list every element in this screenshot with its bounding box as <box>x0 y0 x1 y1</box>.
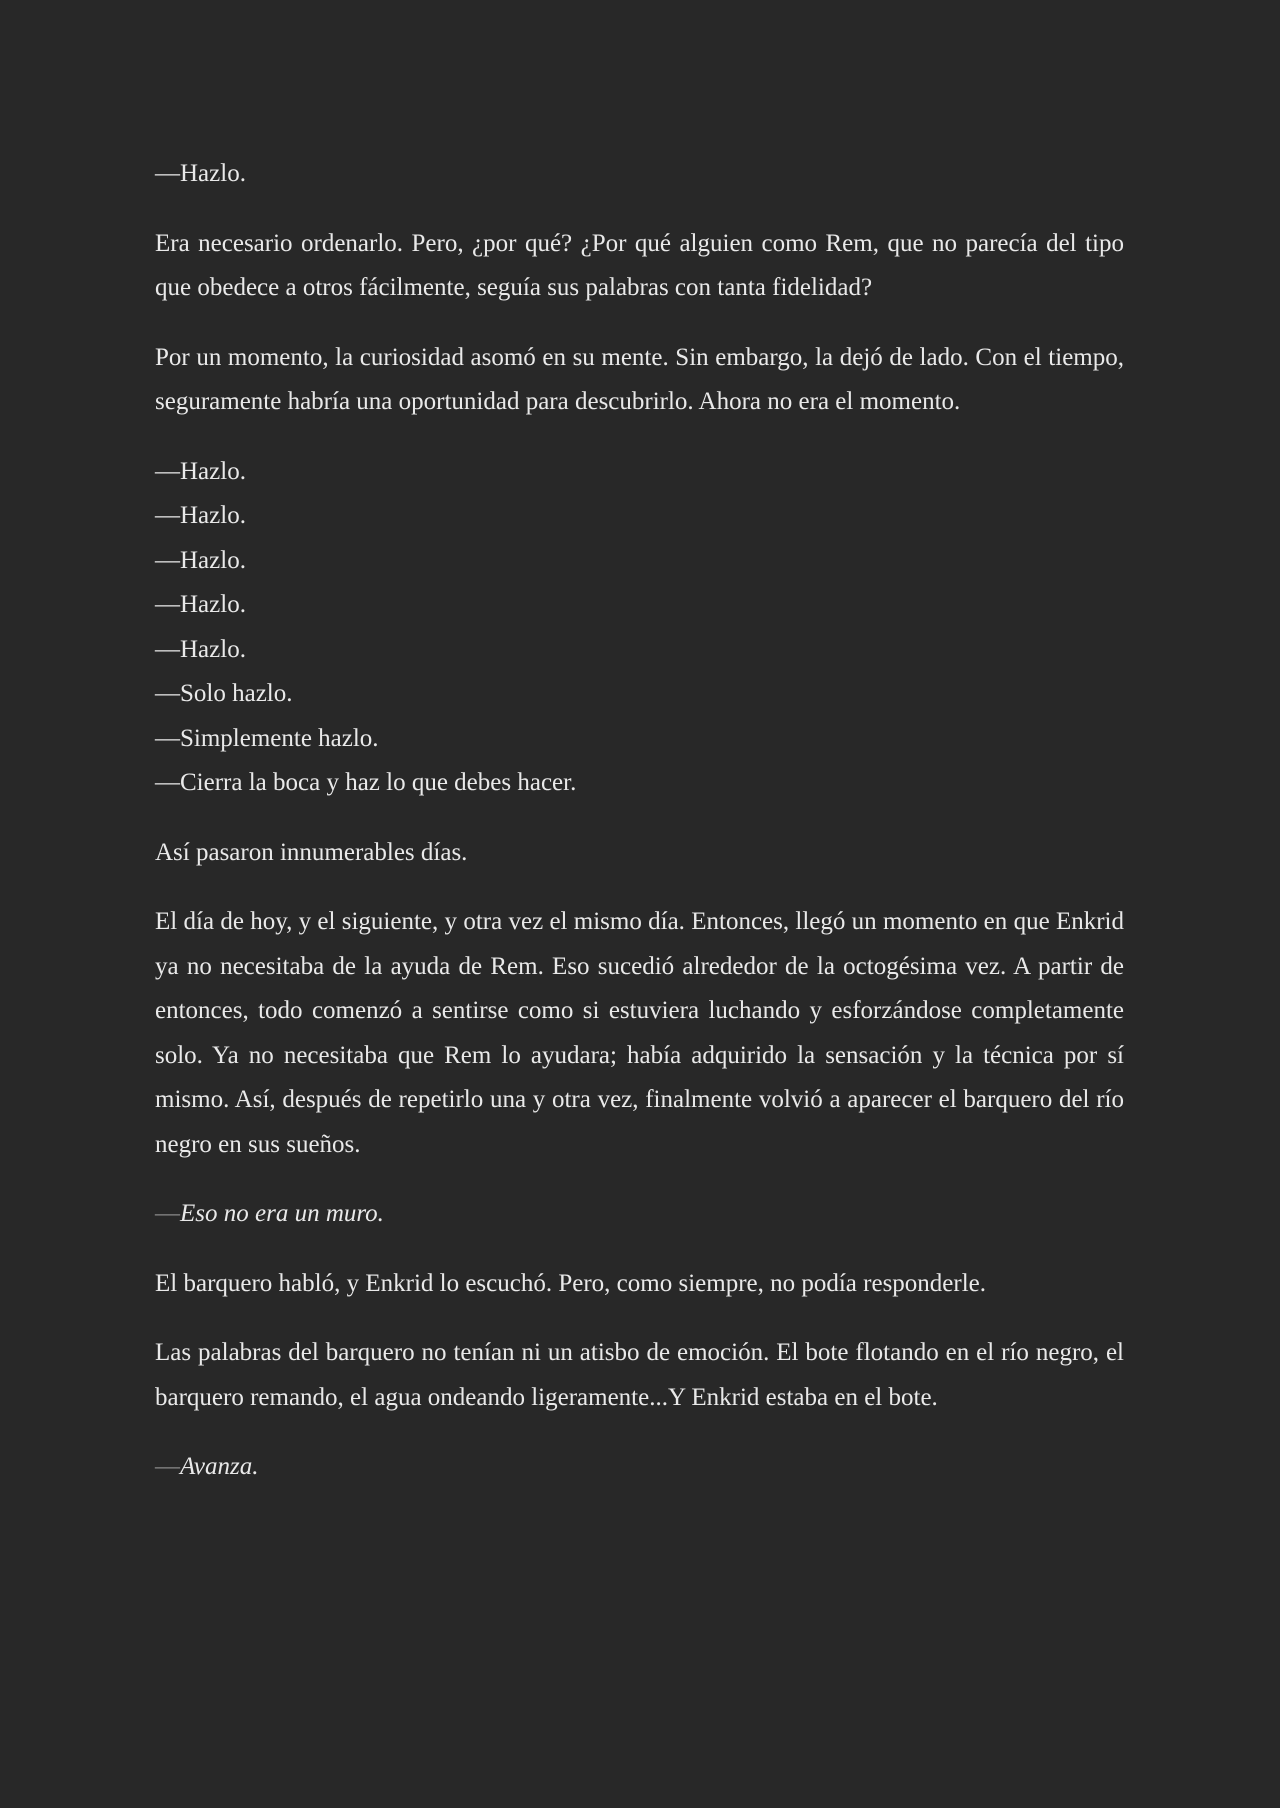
dialogue-line: —Hazlo. <box>155 457 246 485</box>
dialogue-line: —Hazlo. <box>155 591 246 618</box>
paragraph: El barquero habló, y Enkrid lo escuchó. Pero, como siempre, no podía responderle. <box>155 1269 987 1297</box>
dialogue-line: —Simplemente hazlo. <box>155 724 379 752</box>
chapter-text <box>155 152 1124 1515</box>
dialogue-line: —Cierra la boca y haz lo que debes hacer. <box>155 769 577 796</box>
italic-text: Eso no era un muro. <box>180 1200 384 1227</box>
italic-text: Avanza. <box>180 1453 259 1480</box>
paragraph: El día de hoy, y el siguiente, y otra vez el mismo día. Entonces, llegó un momento en que Enkrid ya no necesitaba de la ayuda de Rem. Eso sucedió alrededor de la octogésima vez. A partir de entonces, todo comenzó a sentirse como si estuviera luchando y esforzándose completamente solo. Ya no necesitaba que Rem lo ayudara; había adquirido la sensación y la técnica por sí mismo. Así, después de repetirlo una y otra vez, finalmente volvió a aparecer el barquero del río negro en sus sueños. <box>155 908 1124 1158</box>
paragraph: Era necesario ordenarlo. Pero, ¿por qué? ¿Por qué alguien como Rem, que no parecía del tipo que obedece a otros fácilmente, seguía sus palabras con tanta fidelidad? <box>155 229 1124 301</box>
dialogue-group <box>155 450 1124 806</box>
paragraph: Así pasaron innumerables días. <box>155 838 468 866</box>
paragraph: Por un momento, la curiosidad asomó en su mente. Sin embargo, la dejó de lado. Con el tiempo, seguramente habría una oportunidad para descubrirlo. Ahora no era el momento. <box>155 343 1124 415</box>
em-dash: — <box>155 1453 180 1480</box>
italic-thought <box>155 1192 1124 1237</box>
dialogue-line: —Hazlo. <box>155 635 246 663</box>
em-dash: — <box>155 1200 180 1227</box>
dialogue-line: —Hazlo. <box>155 546 246 574</box>
dialogue-line: —Hazlo. <box>155 502 246 529</box>
paragraph: —Hazlo. <box>155 160 246 187</box>
paragraph: Las palabras del barquero no tenían ni un atisbo de emoción. El bote flotando en el río negro, el barquero remando, el agua ondeando ligeramente...Y Enkrid estaba en el bote. <box>155 1339 1124 1411</box>
italic-thought <box>155 1445 1124 1490</box>
dialogue-line: —Solo hazlo. <box>155 680 293 707</box>
